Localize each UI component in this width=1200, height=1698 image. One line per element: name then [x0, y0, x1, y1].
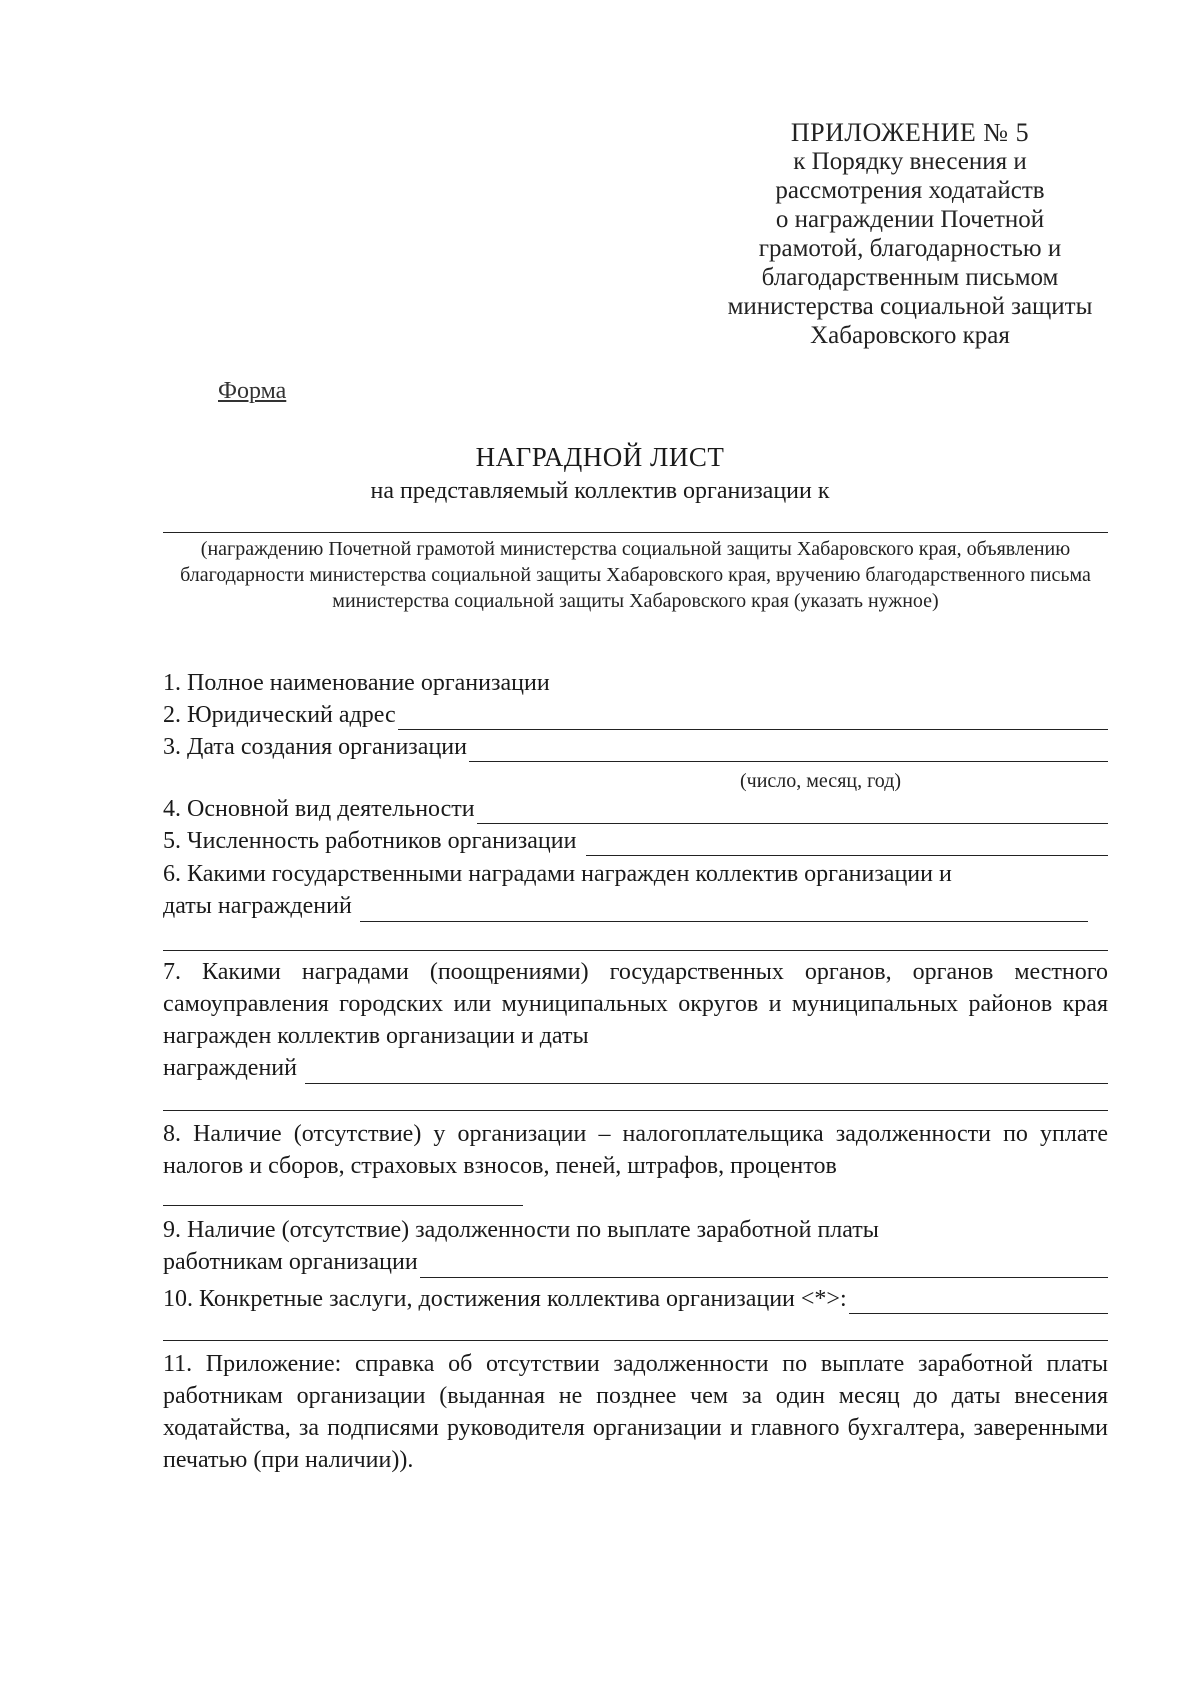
field-full-name	[163, 668, 1108, 698]
field-main-activity-label: 4. Основной вид деятельности	[163, 796, 475, 822]
field-employee-count	[163, 826, 1108, 856]
field-attachment	[163, 1348, 1108, 1476]
state-awards-input-line[interactable]	[360, 897, 1088, 922]
appendix-line: грамотой, благодарностью и	[758, 235, 1062, 262]
appendix-line: к Порядку внесения и	[793, 148, 1027, 175]
appendix-line: о награждении Почетной	[775, 206, 1045, 233]
field-attachment-label: 11. Приложение: справка об отсутствии задолженности по выплате заработной платы работникам организации (выданная не позднее чем за один месяц до даты внесения ходатайства, за подписями руководителя организации и главного бухгалтера, заверенными печатью (при наличии)).	[163, 1351, 1108, 1473]
date-format-hint: (число, месяц, год)	[740, 770, 902, 792]
state-awards-dates-row	[163, 890, 1108, 922]
local-awards-input-line[interactable]	[305, 1059, 1108, 1084]
wage-debt-input-line[interactable]	[420, 1253, 1108, 1278]
local-awards-dates-row	[163, 1052, 1108, 1084]
local-awards-dates-label: награждений	[163, 1055, 297, 1081]
field-achievements-label: 10. Конкретные заслуги, достижения коллектива организации <*>:	[163, 1286, 847, 1312]
field-wage-debt-label: 9. Наличие (отсутствие) задолженности по выплате заработной платы	[163, 1217, 879, 1243]
appendix-line: министерства социальной защиты	[727, 293, 1093, 320]
employee-count-input-line[interactable]	[586, 831, 1108, 856]
appendix-line: благодарственным письмом	[761, 264, 1059, 291]
tax-debt-input-line[interactable]	[163, 1205, 523, 1206]
document-subtitle: на представляемый коллектив организации к	[370, 478, 830, 504]
main-activity-input-line[interactable]	[477, 799, 1108, 824]
award-options-note: (награждению Почетной грамотой министерства социальной защиты Хабаровского края, объявлению благодарности министерства социальной защиты Хабаровского края, вручению благодарственного письма министерства социальной защиты Хабаровского края (указать нужное)	[180, 538, 1091, 612]
field-achievements	[163, 1284, 1108, 1314]
creation-date-input-line[interactable]	[469, 737, 1108, 762]
wage-debt-sub-label: работникам организации	[163, 1249, 418, 1275]
achievements-extra-line[interactable]	[163, 1340, 1108, 1341]
document-title: НАГРАДНОЙ ЛИСТ	[475, 442, 725, 472]
wage-debt-row	[163, 1246, 1108, 1278]
field-employee-count-label: 5. Численность работников организации	[163, 828, 577, 854]
field-tax-debt-label: 8. Наличие (отсутствие) у организации – налогоплательщика задолженности по уплате налогов и сборов, страховых взносов, пеней, штрафов, процентов	[163, 1121, 1108, 1179]
field-legal-address	[163, 700, 1108, 730]
field-creation-date-label: 3. Дата создания организации	[163, 734, 467, 760]
field-legal-address-label: 2. Юридический адрес	[163, 702, 396, 728]
appendix-header	[690, 118, 1130, 350]
form-label: Форма	[218, 378, 287, 404]
appendix-line: Хабаровского края	[810, 322, 1010, 349]
state-awards-dates-label: даты награждений	[163, 893, 352, 919]
field-local-awards	[163, 956, 1108, 1084]
state-awards-extra-line[interactable]	[163, 950, 1108, 951]
appendix-title: ПРИЛОЖЕНИЕ № 5	[790, 118, 1030, 147]
field-tax-debt	[163, 1118, 1108, 1182]
award-type-blank-line	[163, 532, 1108, 533]
field-local-awards-label: 7. Какими наградами (поощрениями) государственных органов, органов местного самоуправления городских или муниципальных округов и муниципальных районов края награжден коллектив организации и даты	[163, 959, 1108, 1049]
achievements-input-line[interactable]	[849, 1289, 1108, 1314]
appendix-line: рассмотрения ходатайств	[775, 177, 1045, 204]
field-wage-debt	[163, 1214, 1108, 1278]
local-awards-extra-line[interactable]	[163, 1110, 1108, 1111]
field-full-name-label: 1. Полное наименование организации	[163, 670, 550, 696]
field-creation-date	[163, 732, 1108, 762]
legal-address-input-line[interactable]	[398, 705, 1108, 730]
field-state-awards-label: 6. Какими государственными наградами награжден коллектив организации и	[163, 861, 952, 887]
field-main-activity	[163, 794, 1108, 824]
field-state-awards	[163, 858, 1108, 922]
